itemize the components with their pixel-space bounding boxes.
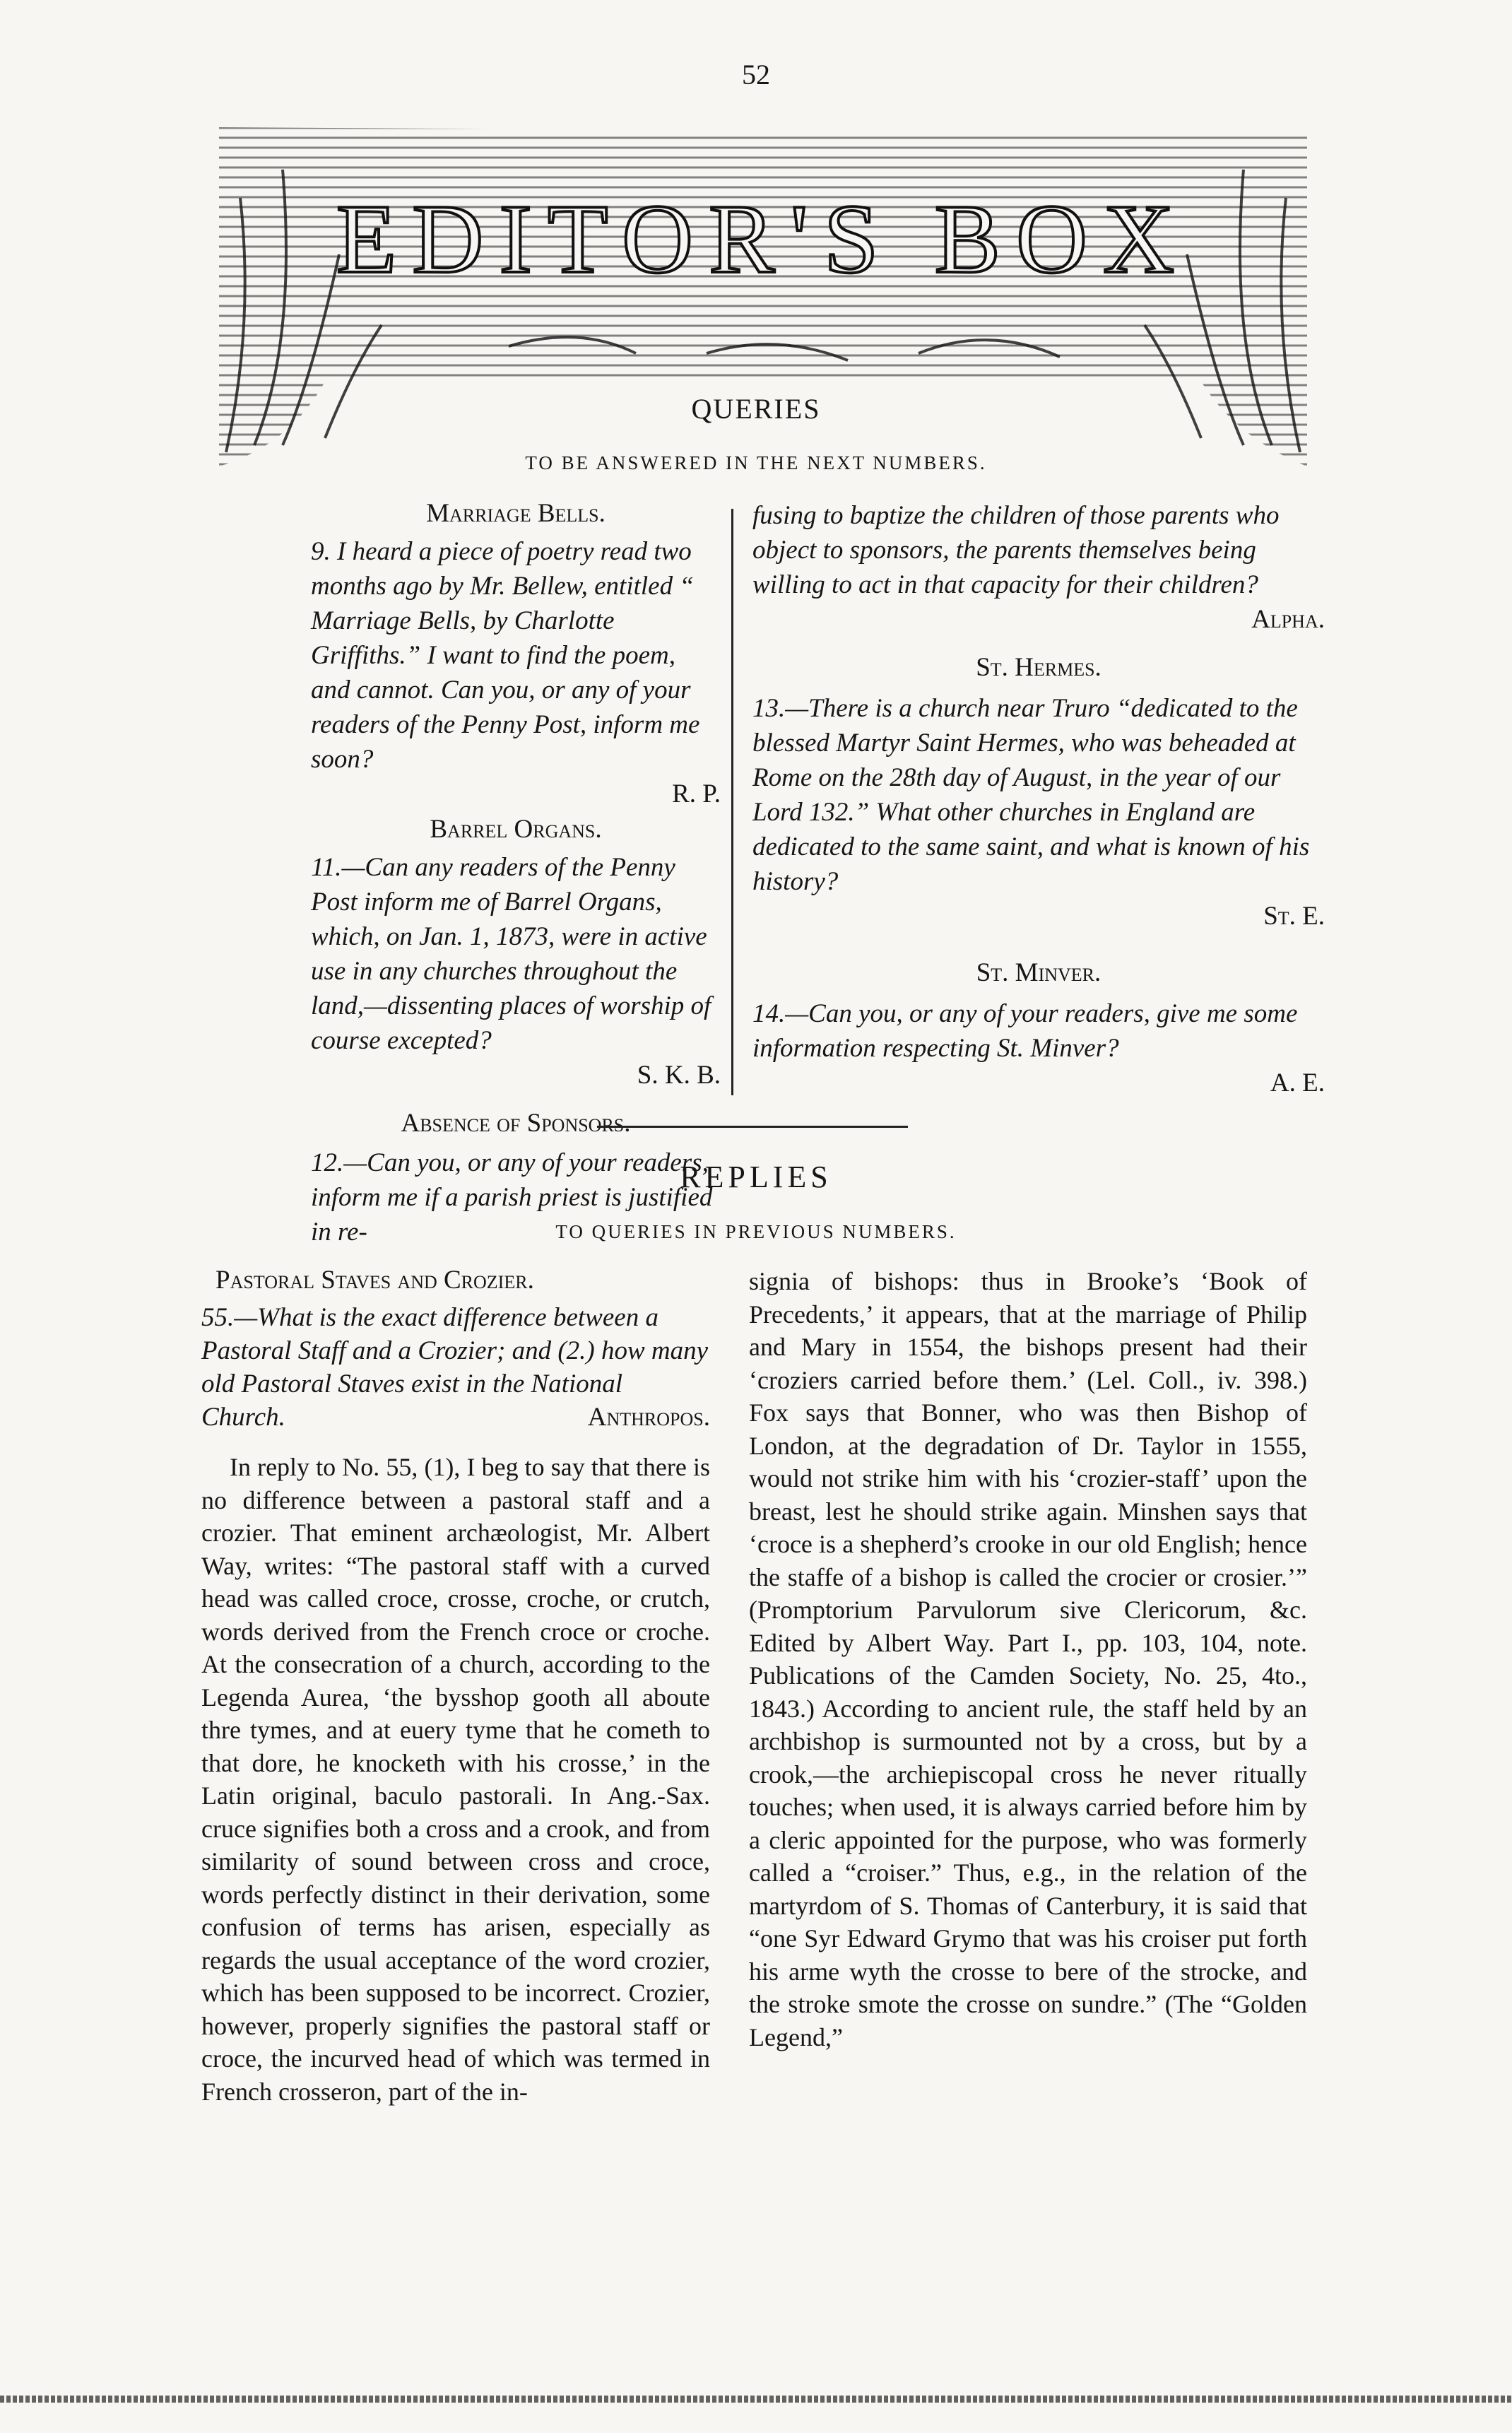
query-signature-11: S. K. B. bbox=[637, 1061, 721, 1090]
query-heading-marriage-bells: Marriage Bells. bbox=[426, 499, 606, 528]
replies-title: REPLIES bbox=[680, 1160, 832, 1194]
reply-query-signature: Anthropos. bbox=[587, 1403, 710, 1432]
query-text-12-part2: fusing to baptize the children of those parents who object to sponsors, the parents themselves being willing to act in that capacity for their children? bbox=[752, 501, 1280, 599]
query-heading-st-hermes: St. Hermes. bbox=[976, 653, 1101, 682]
bottom-edge-border bbox=[0, 2396, 1512, 2403]
query-heading-barrel-organs: Barrel Organs. bbox=[430, 815, 602, 844]
query-text-9: 9. I heard a piece of poetry read two months ago by Mr. Bellew, entitled “ Marriage Bells, by Charlotte Griffiths.” I want to find the poem, and cannot. Can you, or any of your readers of the Penny Post, inform me soon? bbox=[311, 537, 700, 774]
queries-right-column bbox=[752, 498, 1325, 1100]
query-text-11: 11.—Can any readers of the Penny Post inform me of Barrel Organs, which, on Jan. 1, 1873, were in active use in any churches throughout the land,—dissenting places of worship of course excepted? bbox=[311, 853, 711, 1055]
queries-title: QUERIES bbox=[691, 393, 821, 425]
query-heading-absence-sponsors: Absence of Sponsors. bbox=[401, 1109, 631, 1138]
reply-body-left-text: In reply to No. 55, (1), I beg to say that there is no difference between a pastoral staff and a crozier. That eminent archæologist, Mr. Albert Way, writes: “The pastoral staff with a curved head was called croce, crosse, croche, or crutch, words derived from the French croce or croche. At the consecration of a church, according to the Legenda Aurea, ‘the bysshop gooth all aboute thre tymes, and at euery tyme that he cometh to that dore, he knocketh with his crosse,’ in the Latin original, baculo pastorali. In Ang.-Sax. cruce signifies both a cross and a crook, and from similarity of sound between cross and croce, words perfectly distinct in their derivation, some confusion of terms has arisen, especially as regards the usual acceptance of the word crozier, which has been supposed to be incorrect. Crozier, however, properly signifies the pastoral staff or croce, the incurved head of which was termed in French crosseron, part of the in- bbox=[201, 1453, 710, 2106]
query-signature-14: A. E. bbox=[1270, 1068, 1325, 1097]
replies-right-column bbox=[749, 1265, 1307, 2054]
reply-heading-pastoral-staves: Pastoral Staves and Crozier. bbox=[215, 1266, 534, 1295]
query-signature-9: R. P. bbox=[672, 779, 721, 808]
reply-query-55: 55.—What is the exact difference between a Pastoral Staff and a Crozier; and (2.) how many old Pastoral Staves exist in the National Church. bbox=[201, 1303, 709, 1432]
column-divider bbox=[731, 509, 733, 1095]
section-rule bbox=[597, 1126, 908, 1128]
query-text-14: 14.—Can you, or any of your readers, give me some information respecting St. Minver? bbox=[752, 999, 1298, 1063]
queries-left-column bbox=[311, 498, 721, 1249]
page-number: 52 bbox=[742, 59, 770, 90]
queries-subtitle: TO BE ANSWERED IN THE NEXT NUMBERS. bbox=[525, 452, 987, 473]
editors-box-banner bbox=[212, 113, 1314, 481]
query-heading-st-minver: St. Minver. bbox=[976, 958, 1101, 987]
reply-body-left bbox=[201, 1451, 710, 2108]
query-signature-13: St. E. bbox=[1263, 902, 1325, 931]
query-signature-12: Alpha. bbox=[1251, 605, 1325, 634]
replies-left-column bbox=[201, 1265, 710, 2108]
query-text-12-part1: 12.—Can you, or any of your readers, inform me if a parish priest is justified in re- bbox=[311, 1148, 713, 1247]
replies-subtitle: TO QUERIES IN PREVIOUS NUMBERS. bbox=[555, 1221, 957, 1242]
query-text-13: 13.—There is a church near Truro “dedicated to the blessed Martyr Saint Hermes, who was beheaded at Rome on the 28th day of August, in the year of our Lord 132.” What other churches in England are dedicated to the same saint, and what is known of his history? bbox=[752, 694, 1310, 896]
reply-body-right: signia of bishops: thus in Brooke’s ‘Book of Precedents,’ it appears, that at the marriage of Philip and Mary in 1554, the bishops present had their ‘croziers carried before them.’ (Lel. Coll., iv. 398.) Fox says that Bonner, who was then Bishop of London, at the degradation of Dr. Taylor in 1555, would not strike him with his ‘crozier-staff’ upon the breast, lest he should strike again. Minshen says that ‘croce is a shepherd’s crooke in our old English; hence the staffe of a bishop is called the crocier or crosier.’” (Promptorium Parvulorum sive Clericorum, &c. Edited by Albert Way. Part I., pp. 103, 104, note. Publications of the Camden Society, No. 25, 4to., 1843.) According to ancient rule, the staff held by an archbishop is surmounted not by a cross, but by a crook,—the archiepiscopal cross he never ritually touches; when used, it is always carried before him by a cleric appointed for the purpose, who was formerly called a “croiser.” Thus, e.g., in the relation of the martyrdom of S. Thomas of Canterbury, it is said that “one Syr Edward Grymo that was his croiser put forth his arme wyth the crosse to bere of the strocke, and the stroke smote the crosse on sundre.” (The “Golden Legend,” bbox=[749, 1267, 1307, 2051]
banner-title-art: EDITOR'S BOX bbox=[336, 184, 1191, 294]
